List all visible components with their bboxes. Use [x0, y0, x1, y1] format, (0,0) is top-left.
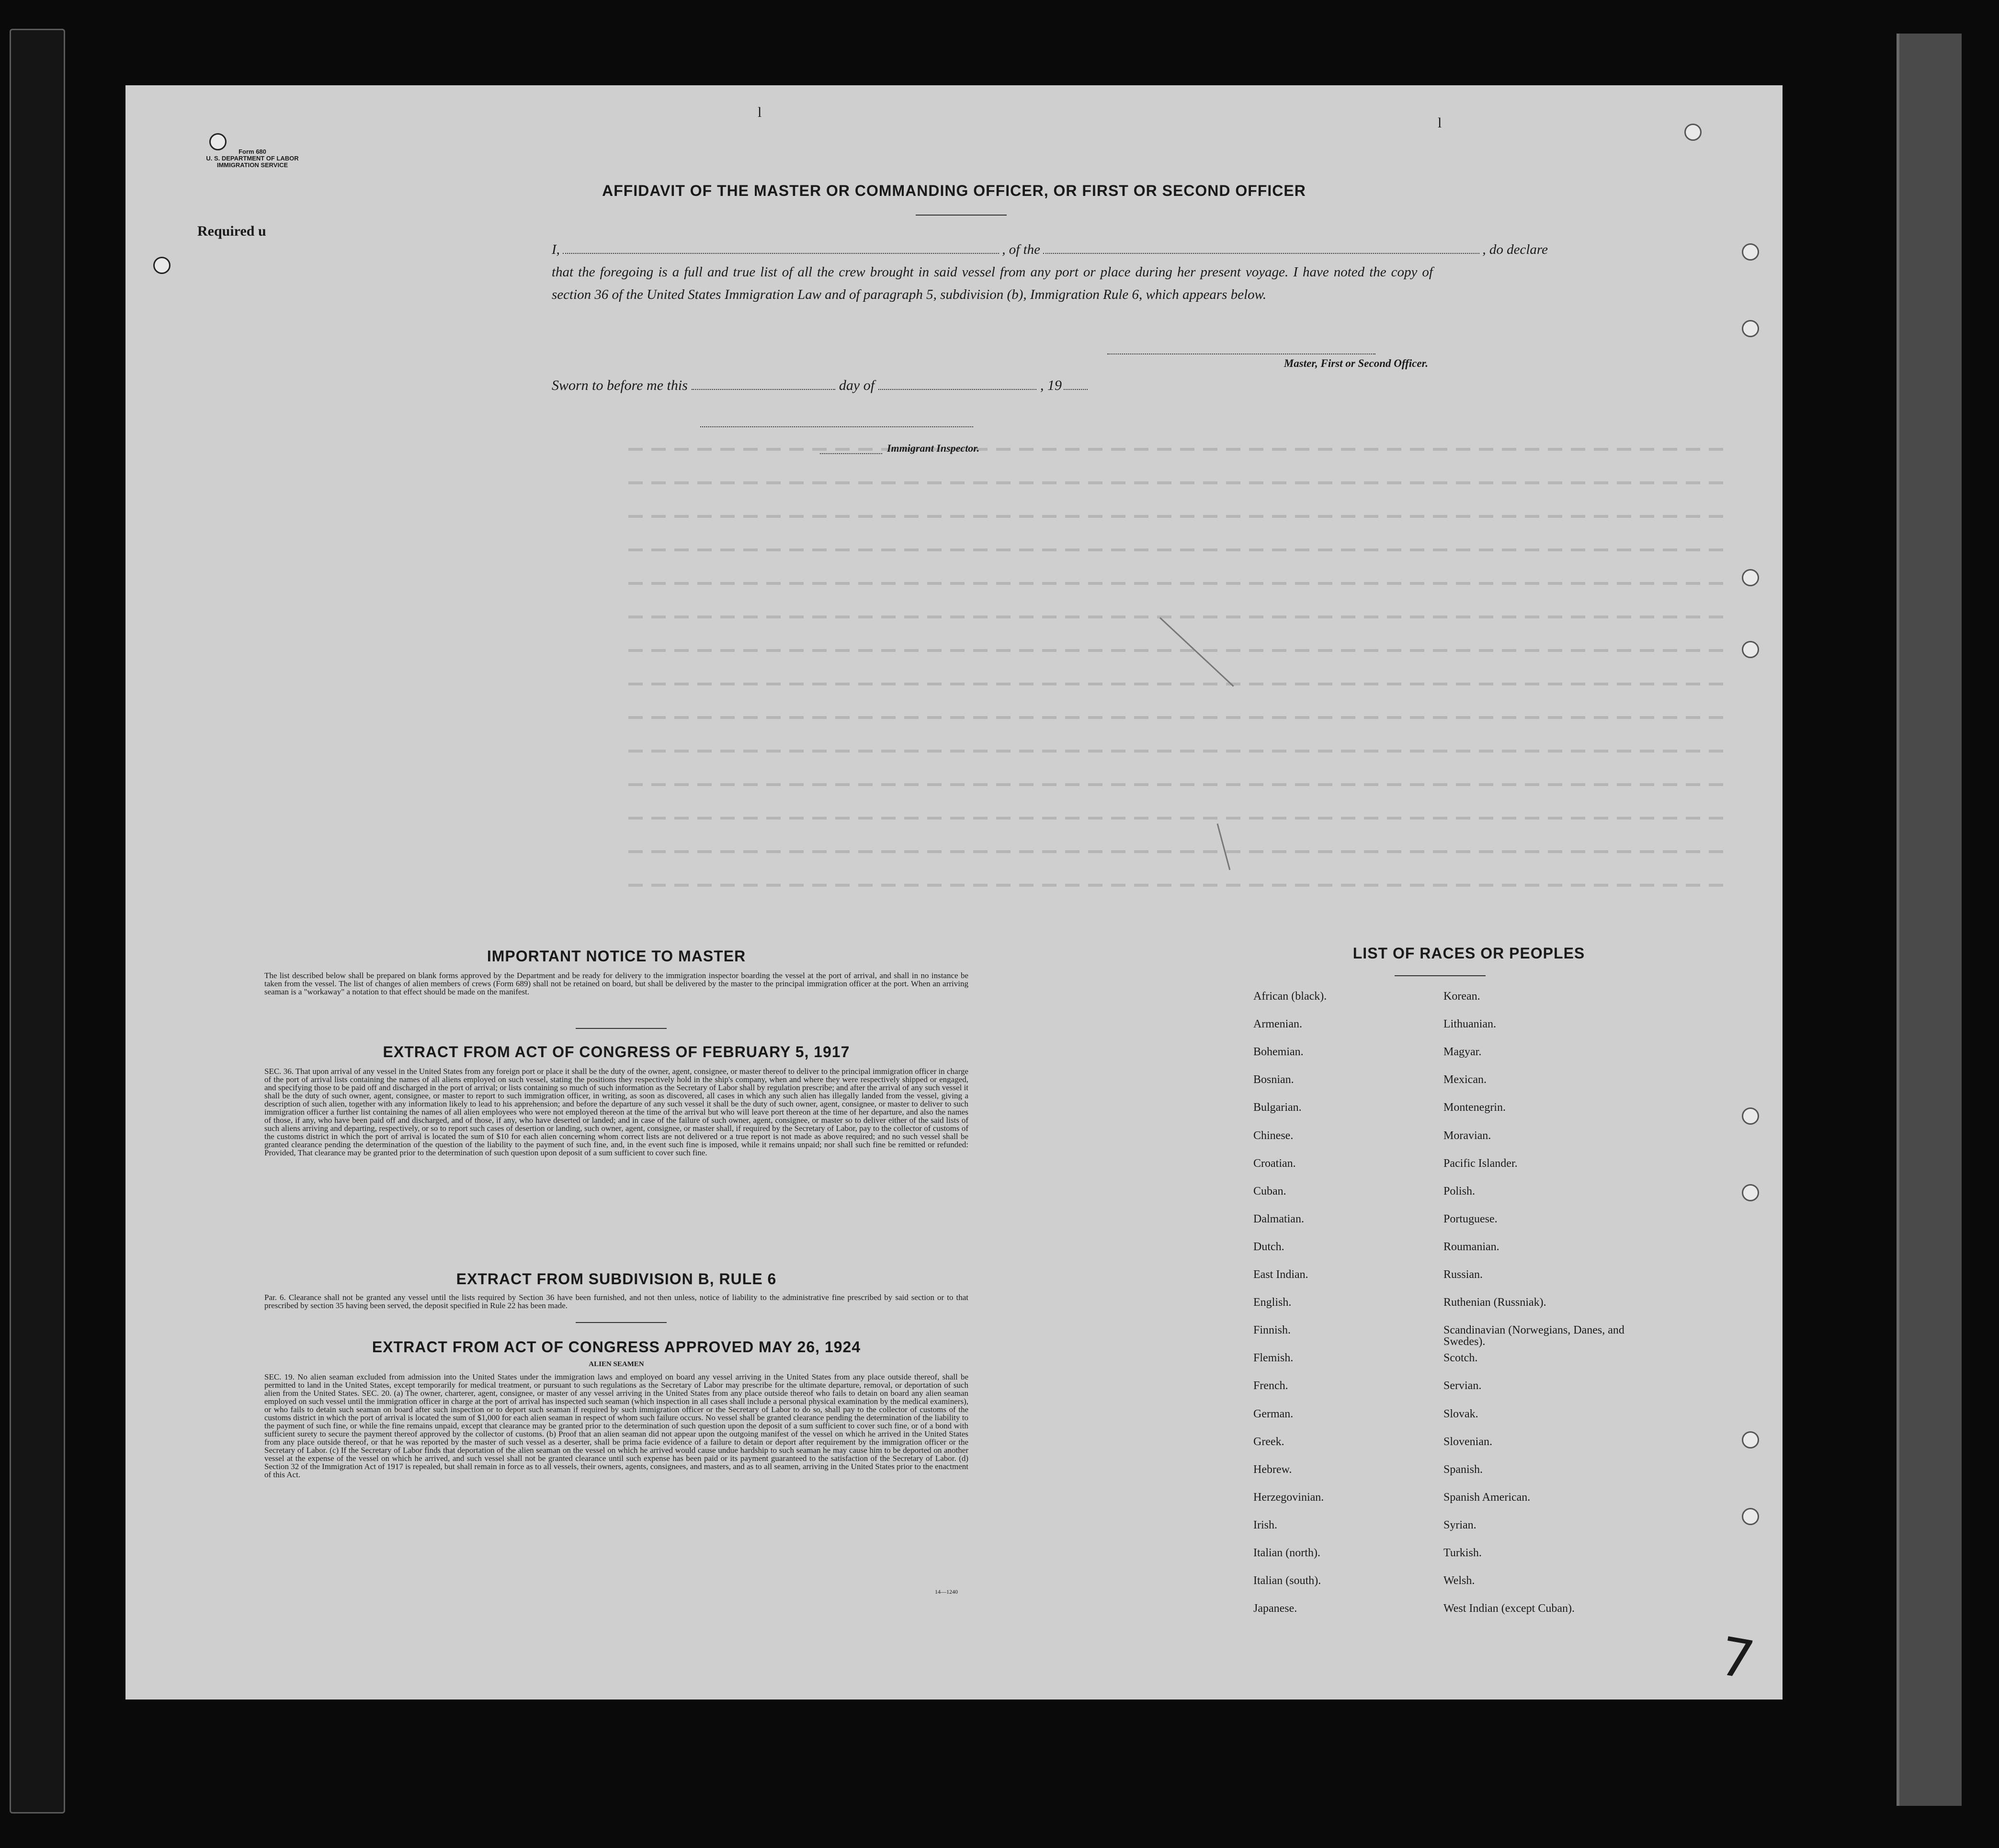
- race-item: Chinese.: [1253, 1129, 1294, 1142]
- race-item: Lithuanian.: [1443, 1018, 1496, 1031]
- affidavit-title: AFFIDAVIT OF THE MASTER OR COMMANDING OFFICER, OR FIRST OR SECOND OFFICER: [602, 182, 1306, 199]
- punch-hole: [153, 257, 170, 274]
- race-item: Japanese.: [1253, 1602, 1297, 1615]
- race-item: Turkish.: [1443, 1547, 1482, 1559]
- race-item: African (black).: [1253, 990, 1327, 1003]
- inspector-signature-line[interactable]: [700, 426, 973, 427]
- race-item: Dutch.: [1253, 1240, 1284, 1253]
- race-item: Flemish.: [1253, 1352, 1294, 1365]
- race-item: Italian (south).: [1253, 1574, 1321, 1587]
- race-item: Montenegrin.: [1443, 1101, 1506, 1114]
- form-code: 14—1240: [935, 1588, 958, 1595]
- extract-1917-text: SEC. 36. That upon arrival of any vessel in the United States from any foreign port or place it shall be the duty of the owner, agent, consignee, or master thereof to deliver to the principal immigration officer in charge of the port of arrival lists containing the names of all aliens employed on such vessel, stating the positions they respectively hold in the ship's company, when and where they were respectively shipped or engaged, and specifying those to be paid off and discharged in the port of arrival; or lists containing so much of such information as the Secretary of Labor shall by regulation prescribe; and after the arrival of any such vessel it shall be the duty of such owner, agent, consignee, or master to report to such immigration officer, in writing, as soon as discovered, all cases in which any such alien has illegally landed from the vessel, giving a description of such alien, together with any information likely to lead to his apprehension; and before the departure of any such vessel it shall be the duty of such owner, agent, consignee, or master to deliver to such immigration officer a further list containing the names of all alien employees who were not employed thereon at the time of the arrival but who will leave port thereon at the time of her departure, and also the names of those, if any, who have been paid off and discharged, and of those, if any, who have deserted or landed; and in case of the failure of such owner, agent, consignee, or master so to deliver either of the said lists of such aliens arriving and departing, respectively, or so to report such cases of desertion or landing, such owner, agent, consignee, or master shall, if required by the Secretary of Labor, pay to the collector of customs of the customs district in which the port of arrival is located the sum of $10 for each alien concerning whom correct lists are not delivered or a true report is not made as above required; and no such vessel shall be granted clearance pending the determination of the question of the liability to the payment of such fine, and, in the event such fine is imposed, while it remains unpaid; nor shall such fine be remitted or refunded: Provided, That clearance may be granted prior to the determination of such question upon deposit of a sum sufficient to cover such fine.: [264, 1067, 968, 1157]
- punch-hole: [1742, 641, 1759, 658]
- race-item: Cuban.: [1253, 1185, 1286, 1198]
- race-item: Pacific Islander.: [1443, 1157, 1518, 1170]
- title-rule: [916, 215, 1007, 216]
- punch-hole: [209, 133, 227, 150]
- race-item: Moravian.: [1443, 1129, 1491, 1142]
- sworn-mid: day of: [839, 377, 875, 393]
- extract-1917-title: EXTRACT FROM ACT OF CONGRESS OF FEBRUARY 5, 1917: [383, 1043, 850, 1061]
- punch-hole: [1742, 1107, 1759, 1125]
- punch-hole: [1742, 569, 1759, 586]
- race-item: Scandinavian (Norwegians, Danes, and Swedes).: [1443, 1324, 1624, 1348]
- required-text: Required u: [197, 223, 266, 239]
- race-item: Greek.: [1253, 1435, 1284, 1448]
- punch-hole: [1742, 1184, 1759, 1201]
- race-item: Servian.: [1443, 1380, 1482, 1392]
- race-item: Spanish.: [1443, 1463, 1483, 1476]
- races-rule: [1395, 975, 1486, 976]
- race-item: Polish.: [1443, 1185, 1476, 1198]
- race-item: Croatian.: [1253, 1157, 1296, 1170]
- race-item: Magyar.: [1443, 1046, 1482, 1059]
- race-item: Korean.: [1443, 990, 1480, 1003]
- vessel-field-line[interactable]: [1043, 242, 1479, 254]
- section-rule: [576, 1028, 667, 1029]
- race-item: German.: [1253, 1407, 1294, 1420]
- name-field-line[interactable]: [563, 242, 999, 254]
- race-item: Finnish.: [1253, 1324, 1291, 1337]
- form-number: Form 680: [239, 148, 266, 155]
- race-item: Bosnian.: [1253, 1073, 1294, 1086]
- race-item: French.: [1253, 1380, 1288, 1392]
- race-item: Russian.: [1443, 1268, 1483, 1281]
- notice-text: The list described below shall be prepared on blank forms approved by the Department and be ready for delivery to the immigration inspector boarding the vessel at the port of arrival, and shall in no instance be taken from the vessel. The list of changes of alien members of crews (Form 689) shall not be retained on board, but shall be delivered by the master to the principal immigration officer at the port. When an arriving seaman is a "workaway" a notation to that effect should be made on the manifest.: [264, 971, 968, 996]
- race-item: Portuguese.: [1443, 1212, 1498, 1225]
- inspector-dots: [820, 453, 882, 454]
- race-item: Hebrew.: [1253, 1463, 1292, 1476]
- corner-mark: 7: [1715, 1625, 1759, 1692]
- race-item: Irish.: [1253, 1518, 1277, 1531]
- declaration-text: [552, 239, 1548, 306]
- punch-hole: [1684, 124, 1702, 141]
- race-item: Syrian.: [1443, 1518, 1477, 1531]
- race-item: English.: [1253, 1296, 1292, 1309]
- sworn-year-field[interactable]: [1064, 378, 1088, 390]
- race-item: Herzegovinian.: [1253, 1491, 1324, 1504]
- declaration-body: that the foregoing is a full and true list of all the crew brought in said vessel from any port or place during her present voyage. I have noted the copy of section 36 of the United States Immigration Law and of paragraph 5, subdivision (b), Immigration Rule 6, which appears below.: [552, 264, 1433, 302]
- race-item: Bohemian.: [1253, 1046, 1304, 1059]
- declaration-end: , do declare: [1482, 242, 1548, 257]
- tick-mark-left: l: [758, 104, 762, 120]
- declaration-mid: , of the: [1002, 242, 1041, 257]
- show-through-text: [628, 445, 1754, 1019]
- sworn-start: Sworn to before me this: [552, 377, 688, 393]
- document-page: [125, 85, 1783, 1700]
- service-name: IMMIGRATION SERVICE: [216, 161, 288, 169]
- sworn-end: , 19: [1040, 377, 1062, 393]
- declaration-start: I,: [552, 242, 560, 257]
- race-item: Welsh.: [1443, 1574, 1475, 1587]
- sworn-day-field[interactable]: [692, 378, 835, 390]
- punch-hole: [1742, 320, 1759, 337]
- race-item: Roumanian.: [1443, 1240, 1499, 1253]
- race-item: West Indian (except Cuban).: [1443, 1602, 1575, 1615]
- race-item: Bulgarian.: [1253, 1101, 1302, 1114]
- race-item: Italian (north).: [1253, 1547, 1320, 1559]
- race-item: Mexican.: [1443, 1073, 1487, 1086]
- punch-hole: [1742, 1431, 1759, 1449]
- extract-rule6-title: EXTRACT FROM SUBDIVISION B, RULE 6: [456, 1270, 777, 1288]
- sworn-month-field[interactable]: [878, 378, 1036, 390]
- sworn-statement: [552, 377, 1174, 394]
- race-item: East Indian.: [1253, 1268, 1308, 1281]
- punch-hole: [1742, 1508, 1759, 1525]
- form-header: [197, 148, 307, 169]
- tick-mark-right: l: [1438, 115, 1442, 131]
- race-item: Dalmatian.: [1253, 1212, 1304, 1225]
- race-item: Ruthenian (Russniak).: [1443, 1296, 1546, 1309]
- inspector-label-text: Immigrant Inspector.: [887, 442, 980, 454]
- race-item: Slovenian.: [1443, 1435, 1492, 1448]
- section-rule: [576, 1322, 667, 1323]
- race-item: Scotch.: [1443, 1352, 1478, 1365]
- department-name: U. S. DEPARTMENT OF LABOR: [206, 155, 299, 162]
- extract-1924-title: EXTRACT FROM ACT OF CONGRESS APPROVED MAY 26, 1924: [372, 1338, 861, 1356]
- extract-rule6-text: Par. 6. Clearance shall not be granted any vessel until the lists required by Section 36 have been furnished, and not then unless, notice of liability to the administrative fine prescribed by said section or to that prescribed by section 35 having been served, the deposit specified in Rule 22 has been made.: [264, 1293, 968, 1310]
- race-item: Armenian.: [1253, 1018, 1302, 1031]
- punch-hole: [1742, 243, 1759, 261]
- film-frame-right: [1897, 34, 1962, 1806]
- inspector-label: [887, 442, 979, 455]
- signature-label: Master, First or Second Officer.: [1283, 357, 1428, 369]
- races-title: LIST OF RACES OR PEOPLES: [1352, 945, 1585, 962]
- race-item: Spanish American.: [1443, 1491, 1531, 1504]
- race-item: Slovak.: [1443, 1407, 1478, 1420]
- film-frame-left: [10, 29, 65, 1814]
- extract-1924-text: SEC. 19. No alien seaman excluded from admission into the United States under the immigration laws and employed on board any vessel arriving in the United States from any place outside thereof, shall be permitted to land in the United States, except temporarily for medical treatment, or pursuant to such regulations as the Secretary of Labor may prescribe for the ultimate departure, removal, or deportation of such alien from the United States. SEC. 20. (a) The owner, charterer, agent, consignee, or master of any vessel arriving in the United States from any place outside thereof who fails to detain on board any alien seaman employed on such vessel until the immigration officer in charge at the port of arrival has inspected such seaman (which inspection in all cases shall include a personal physical examination by the medical examiners), or who fails to detain such seaman on board after such inspection or to deport such seaman if required by such immigration officer or the Secretary of Labor to do so, shall pay to the collector of customs of the customs district in which the port of arrival is located the sum of $1,000 for each alien seaman in respect of whom such failure occurs. No vessel shall be granted clearance pending the determination of the liability to the payment of such fine, or while the fine remains unpaid, except that clearance may be granted prior to the determination of such question upon the deposit of a sum sufficient to cover such fine, or of a bond with sufficient surety to secure the payment thereof approved by the collector of customs. (b) Proof that an alien seaman did not appear upon the outgoing manifest of the vessel on which he arrived in the United States from any place outside thereof, or that he was reported by the master of such vessel as a deserter, shall be prima facie evidence of a failure to detain or deport after requirement by the immigration officer or the Secretary of Labor. (c) If the Secretary of Labor finds that deportation of the alien seaman on the vessel on which he arrived would cause undue hardship to such seaman he may cause him to be deported on another vessel at the expense of the vessel on which he arrived, and such vessel shall not be granted clearance until such expense has been paid or its payment guaranteed to the satisfaction of the Secretary of Labor. (d) Section 32 of the Immigration Act of 1917 is repealed, but shall remain in force as to all vessels, their owners, agents, consignees, and masters, and as to all seamen, arriving in the United States prior to the enactment of this Act.: [264, 1372, 968, 1479]
- extract-1924-subtitle: ALIEN SEAMEN: [589, 1360, 644, 1368]
- notice-title: IMPORTANT NOTICE TO MASTER: [487, 947, 746, 965]
